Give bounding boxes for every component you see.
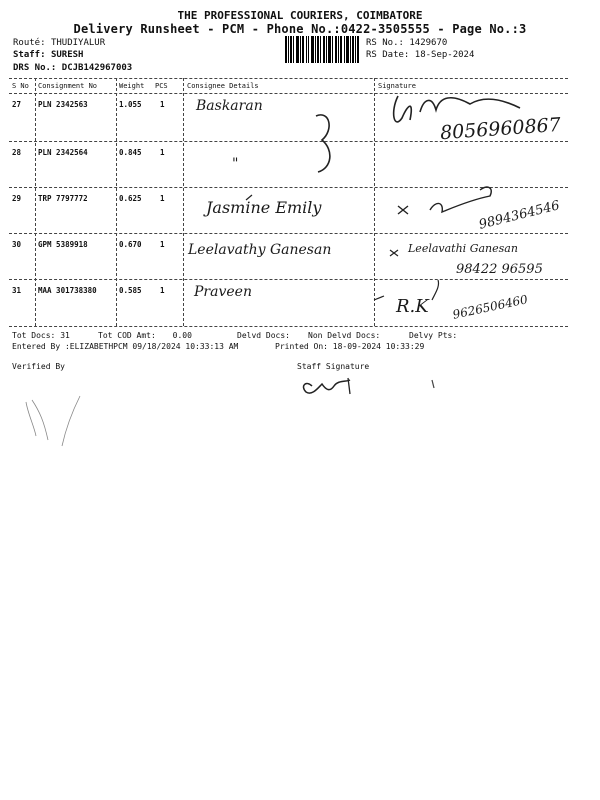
staff-label: Staff: (13, 50, 46, 60)
drs-value: DCJB142967003 (61, 63, 133, 73)
row-weight: 0.845 (119, 148, 142, 157)
col-header-consignee: Consignee Details (187, 82, 259, 90)
row-sno: 31 (12, 286, 22, 295)
printed-on: Printed On: 18-09-2024 10:33:29 (275, 342, 425, 351)
verified-by-label: Verified By (12, 362, 65, 371)
row-consignment: MAA 301738380 (38, 286, 97, 295)
row-weight: 0.625 (119, 194, 142, 203)
col-header-sno: S No (12, 82, 29, 90)
tot-docs-label: Tot Docs: (12, 331, 56, 340)
entered-by: Entered By :ELIZABETHPCM 09/18/2024 10:33:13 AM (12, 342, 239, 351)
tot-cod-label: Tot COD Amt: (98, 331, 156, 340)
rs-date-value: 18-Sep-2024 (414, 50, 475, 60)
row-consignment: TRP 7797772 (38, 194, 88, 203)
row-signature-handwriting: R.K (396, 296, 429, 317)
row-signature-handwriting: Leelavathi Ganesan (408, 242, 518, 255)
row-sno: 30 (12, 240, 22, 249)
row-pcs: 1 (160, 194, 165, 203)
row-signature-handwriting: 8056960867 (439, 113, 562, 145)
row-signature-phone: 98422 96595 (456, 262, 543, 277)
col-header-weight: Weight (119, 82, 145, 90)
row-sno: 28 (12, 148, 22, 157)
row-pcs: 1 (160, 148, 165, 157)
row-pcs: 1 (160, 240, 165, 249)
drs-label: DRS No.: (13, 63, 57, 73)
staff-value: SURESH (50, 50, 84, 60)
delvy-pts-label: Delvy Pts: (409, 331, 458, 340)
row-weight: 0.670 (119, 240, 142, 249)
row-sno: 29 (12, 194, 22, 203)
row-signature-phone: 9626506460 (451, 292, 529, 322)
route-value: THUDIYALUR (50, 38, 106, 48)
row-consignment: PLN 2342563 (38, 100, 88, 109)
col-header-pcs: PCS (155, 82, 168, 90)
delvd-docs-label: Delvd Docs: (237, 331, 290, 340)
row-consignee-handwriting: Jasmine Emily (206, 198, 322, 217)
col-header-signature: Signature (378, 82, 416, 90)
row-consignment: GPM 5389918 (38, 240, 88, 249)
runsheet-title: Delivery Runsheet - PCM - Phone No.:0422-3505555 - Page No.:3 (73, 22, 527, 36)
rs-no-label: RS No.: (366, 38, 404, 48)
row-weight: 0.585 (119, 286, 142, 295)
tot-cod-value: 0.00 (172, 331, 192, 340)
rs-date-label: RS Date: (366, 50, 410, 60)
row-weight: 1.055 (119, 100, 142, 109)
rs-no-value: 1429670 (409, 38, 448, 48)
non-delvd-docs-label: Non Delvd Docs: (308, 331, 381, 340)
row-sno: 27 (12, 100, 22, 109)
row-pcs: 1 (160, 100, 165, 109)
row-consignee-handwriting: " (232, 156, 239, 172)
tot-docs-value: 31 (60, 331, 70, 340)
company-title: THE PROFESSIONAL COURIERS, COIMBATORE (177, 9, 423, 22)
row-consignee-handwriting: Leelavathy Ganesan (188, 242, 332, 258)
row-consignee-handwriting: Baskaran (196, 98, 263, 114)
staff-signature-label: Staff Signature (297, 362, 370, 371)
row-pcs: 1 (160, 286, 165, 295)
row-consignee-handwriting: Praveen (194, 284, 252, 300)
col-header-consignment: Consignment No (38, 82, 98, 90)
route-label: Routé: (13, 38, 46, 48)
row-consignment: PLN 2342564 (38, 148, 88, 157)
row-signature-handwriting: 9894364546 (477, 198, 562, 233)
